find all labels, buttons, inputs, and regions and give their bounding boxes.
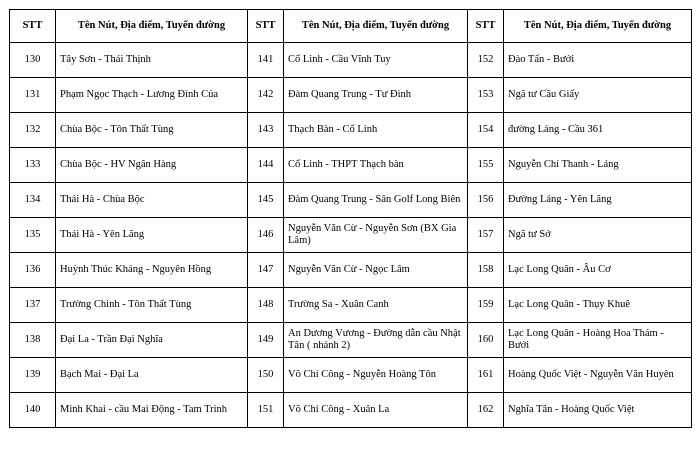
stt-cell: 155: [468, 148, 504, 183]
stt-cell: 144: [248, 148, 284, 183]
location-cell: Huỳnh Thúc Kháng - Nguyên Hồng: [56, 253, 248, 288]
stt-cell: 151: [248, 393, 284, 428]
location-cell: Phạm Ngọc Thạch - Lương Đình Của: [56, 78, 248, 113]
stt-cell: 154: [468, 113, 504, 148]
location-cell: Đàm Quang Trung - Tư Đình: [284, 78, 468, 113]
location-cell: Đường Láng - Yên Lãng: [504, 183, 692, 218]
location-cell: Nguyễn Văn Cừ - Nguyễn Sơn (BX Gia Lâm): [284, 218, 468, 253]
stt-cell: 145: [248, 183, 284, 218]
table-row: [10, 183, 692, 218]
location-cell: Thạch Bàn - Cổ Linh: [284, 113, 468, 148]
stt-cell: 134: [10, 183, 56, 218]
table-row: [10, 288, 692, 323]
header-name: Tên Nút, Địa điểm, Tuyến đường: [504, 10, 692, 43]
location-cell: Lạc Long Quân - Hoàng Hoa Thám - Bưởi: [504, 323, 692, 358]
stt-cell: 140: [10, 393, 56, 428]
location-cell: Tây Sơn - Thái Thịnh: [56, 43, 248, 78]
stt-cell: 142: [248, 78, 284, 113]
stt-cell: 150: [248, 358, 284, 393]
stt-cell: 148: [248, 288, 284, 323]
stt-cell: 138: [10, 323, 56, 358]
stt-cell: 130: [10, 43, 56, 78]
location-cell: Nguyễn Văn Cừ - Ngọc Lâm: [284, 253, 468, 288]
location-cell: Võ Chí Công - Xuân La: [284, 393, 468, 428]
table-row: [10, 253, 692, 288]
stt-cell: 161: [468, 358, 504, 393]
location-cell: Thái Hà - Chùa Bộc: [56, 183, 248, 218]
stt-cell: 146: [248, 218, 284, 253]
stt-cell: 141: [248, 43, 284, 78]
location-cell: Nghĩa Tân - Hoàng Quốc Việt: [504, 393, 692, 428]
table-row: [10, 43, 692, 78]
location-cell: Lạc Long Quân - Âu Cơ: [504, 253, 692, 288]
stt-cell: 131: [10, 78, 56, 113]
location-cell: Ngã tư Sở: [504, 218, 692, 253]
stt-cell: 135: [10, 218, 56, 253]
table-row: [10, 323, 692, 358]
table-row: [10, 113, 692, 148]
stt-cell: 157: [468, 218, 504, 253]
location-cell: Chùa Bộc - Tôn Thất Tùng: [56, 113, 248, 148]
stt-cell: 147: [248, 253, 284, 288]
location-cell: Đại La - Trần Đại Nghĩa: [56, 323, 248, 358]
table-row: [10, 218, 692, 253]
location-cell: Đào Tấn - Bưởi: [504, 43, 692, 78]
location-cell: Thái Hà - Yên Lãng: [56, 218, 248, 253]
location-cell: Minh Khai - cầu Mai Động - Tam Trinh: [56, 393, 248, 428]
location-cell: Võ Chí Công - Nguyễn Hoàng Tôn: [284, 358, 468, 393]
table-row: [10, 148, 692, 183]
header-stt: STT: [468, 10, 504, 43]
intersection-table: [9, 9, 692, 428]
location-cell: Trường Chinh - Tôn Thất Tùng: [56, 288, 248, 323]
stt-cell: 160: [468, 323, 504, 358]
stt-cell: 158: [468, 253, 504, 288]
location-cell: Lạc Long Quân - Thụy Khuê: [504, 288, 692, 323]
header-row: [10, 10, 692, 43]
stt-cell: 143: [248, 113, 284, 148]
location-cell: Chùa Bộc - HV Ngân Hàng: [56, 148, 248, 183]
stt-cell: 153: [468, 78, 504, 113]
stt-cell: 132: [10, 113, 56, 148]
location-cell: Nguyễn Chí Thanh - Láng: [504, 148, 692, 183]
header-stt: STT: [248, 10, 284, 43]
stt-cell: 149: [248, 323, 284, 358]
location-cell: Trường Sa - Xuân Canh: [284, 288, 468, 323]
location-cell: đường Láng - Cầu 361: [504, 113, 692, 148]
location-cell: Bạch Mai - Đại La: [56, 358, 248, 393]
location-cell: An Dương Vương - Đường dẫn cầu Nhật Tân ( nhánh 2): [284, 323, 468, 358]
stt-cell: 152: [468, 43, 504, 78]
stt-cell: 162: [468, 393, 504, 428]
table-row: [10, 358, 692, 393]
table-row: [10, 393, 692, 428]
stt-cell: 139: [10, 358, 56, 393]
location-cell: Cổ Linh - Cầu Vĩnh Tuy: [284, 43, 468, 78]
location-cell: Đàm Quang Trung - Sân Golf Long Biên: [284, 183, 468, 218]
table-row: [10, 78, 692, 113]
stt-cell: 136: [10, 253, 56, 288]
location-cell: Cổ Linh - THPT Thạch bàn: [284, 148, 468, 183]
header-name: Tên Nút, Địa điểm, Tuyến đường: [284, 10, 468, 43]
stt-cell: 137: [10, 288, 56, 323]
location-cell: Ngã tư Cầu Giấy: [504, 78, 692, 113]
stt-cell: 159: [468, 288, 504, 323]
header-stt: STT: [10, 10, 56, 43]
stt-cell: 156: [468, 183, 504, 218]
stt-cell: 133: [10, 148, 56, 183]
location-cell: Hoàng Quốc Việt - Nguyễn Văn Huyên: [504, 358, 692, 393]
header-name: Tên Nút, Địa điểm, Tuyến đường: [56, 10, 248, 43]
